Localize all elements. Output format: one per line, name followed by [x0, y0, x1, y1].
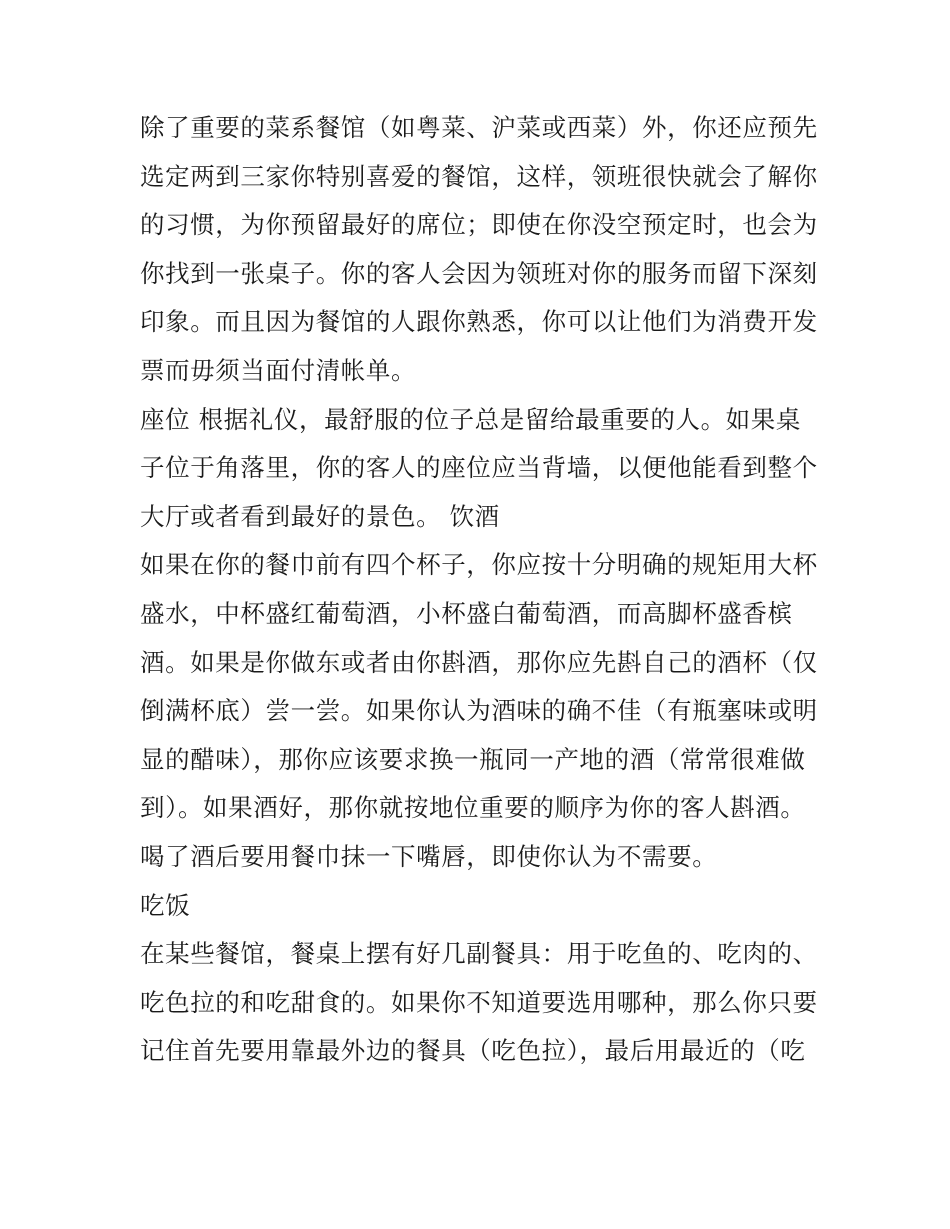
text-line: 盛水，中杯盛红葡萄酒，小杯盛白葡萄酒，而高脚杯盛香槟	[140, 598, 793, 628]
text-line: 喝了酒后要用餐巾抹一下嘴唇，即使你认为不需要。	[140, 841, 718, 871]
text-line: 倒满杯底）尝一尝。如果你认为酒味的确不佳（有瓶塞味或明	[140, 696, 818, 726]
document-body	[140, 104, 820, 1076]
text-line: 除了重要的菜系餐馆（如粤菜、沪菜或西菜）外，你还应预先	[140, 113, 818, 142]
text-line: 印象。而且因为餐馆的人跟你熟悉，你可以让他们为消费开发	[140, 307, 818, 337]
text-line: 到）。如果酒好，那你就按地位重要的顺序为你的客人斟酒。	[140, 793, 806, 823]
text-line: 你找到一张桌子。你的客人会因为领班对你的服务而留下深刻	[140, 258, 818, 288]
text-line: 在某些餐馆，餐桌上摆有好几副餐具：用于吃鱼的、吃肉的、	[140, 939, 818, 969]
text-line: 子位于角落里，你的客人的座位应当背墙，以便他能看到整个	[140, 453, 818, 483]
text-line: 如果在你的餐巾前有四个杯子，你应按十分明确的规矩用大杯	[140, 550, 818, 580]
text-line: 座位 根据礼仪，最舒服的位子总是留给最重要的人。如果桌	[140, 404, 801, 434]
text-line: 的习惯，为你预留最好的席位；即使在你没空预定时，也会为	[140, 210, 818, 240]
text-line: 记住首先要用靠最外边的餐具（吃色拉），最后用最近的（吃	[140, 1036, 806, 1066]
text-line: 大厅或者看到最好的景色。 饮酒	[140, 501, 500, 531]
text-line: 显的醋味），那你应该要求换一瓶同一产地的酒（常常很难做	[140, 744, 806, 774]
section-heading: 吃饭	[140, 890, 191, 920]
text-line: 吃色拉的和吃甜食的。如果你不知道要选用哪种，那么你只要	[140, 987, 818, 1017]
text-line: 选定两到三家你特别喜爱的餐馆，这样，领班很快就会了解你	[140, 161, 818, 191]
text-line: 酒。如果是你做东或者由你斟酒，那你应先斟自己的酒杯（仅	[140, 647, 818, 677]
text-line: 票而毋须当面付清帐单。	[140, 355, 417, 385]
